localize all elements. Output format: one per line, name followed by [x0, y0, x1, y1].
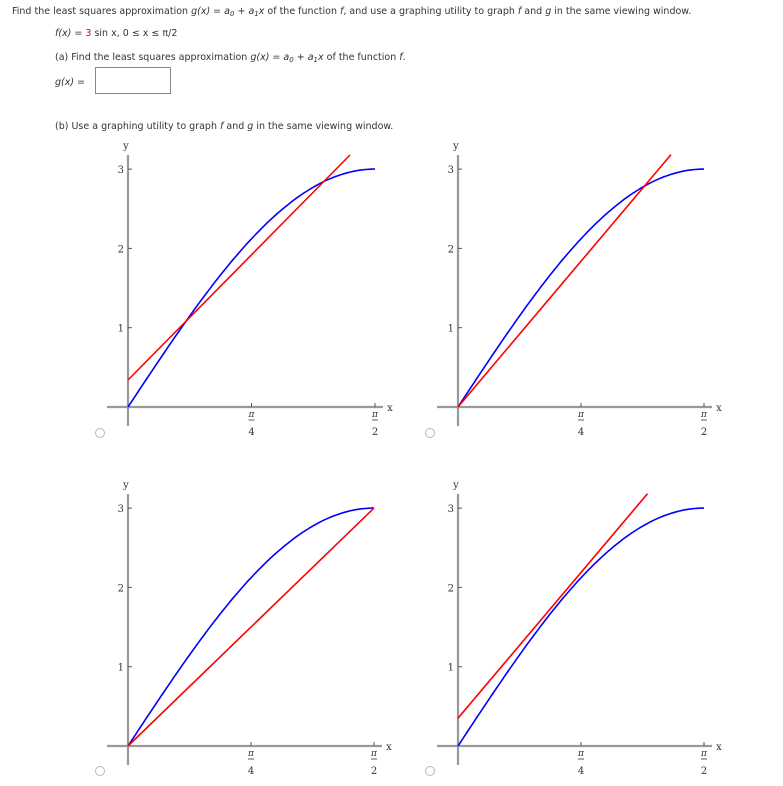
y-axis-label: y — [453, 141, 459, 152]
x-tick-label — [247, 749, 255, 777]
f-symbol: f — [517, 6, 522, 17]
x-axis-label: x — [716, 742, 722, 753]
part-a-text: (a) Find the least squares approximation — [55, 52, 251, 63]
part-b-text: (b) Use a graphing utility to graph — [55, 121, 221, 132]
g-def-rest: + $a_1x$ — [234, 6, 265, 18]
g-def-rest: + $a_1x$ — [293, 52, 324, 64]
svg-text:π: π — [372, 410, 378, 420]
y-tick-label: 1 — [447, 662, 454, 674]
svg-text:2: 2 — [370, 766, 378, 777]
function-definition — [55, 28, 177, 39]
f-curve — [128, 508, 374, 746]
x-tick-label — [577, 749, 585, 777]
y-tick-label: 2 — [447, 244, 454, 256]
part-b-and: and — [223, 121, 248, 132]
x-tick-label — [700, 410, 708, 438]
intro-text-b: of the function — [264, 6, 341, 17]
answer-label: g(x) = — [55, 77, 86, 88]
part-a-suffix: of the function — [323, 52, 400, 63]
svg-text:4: 4 — [247, 766, 255, 777]
part-a-prompt — [55, 52, 406, 64]
radio-option-3[interactable] — [95, 766, 105, 776]
svg-text:π: π — [578, 749, 584, 759]
y-tick-label: 1 — [117, 323, 124, 335]
x-axis-label: x — [386, 742, 392, 753]
part-b-end: in the same viewing window. — [253, 121, 394, 132]
x-tick-label — [248, 410, 256, 438]
svg-text:4: 4 — [248, 427, 255, 438]
y-axis-label: y — [453, 480, 459, 491]
intro-text-e: in the same viewing window. — [551, 6, 692, 17]
g-def: $g(x) = a_0 + a_1x$ — [191, 6, 265, 18]
y-tick-label: 1 — [447, 323, 454, 335]
y-tick-label: 2 — [117, 583, 124, 595]
svg-text:4: 4 — [577, 766, 585, 777]
g-def-text: g(x) = a — [250, 52, 290, 63]
y-axis-label: y — [123, 141, 129, 152]
svg-text:4: 4 — [577, 427, 585, 438]
intro-text-d: and — [521, 6, 546, 17]
y-tick-label: 2 — [117, 244, 124, 256]
f-symbol: f — [399, 52, 403, 63]
svg-text:2: 2 — [700, 427, 708, 438]
g-symbol: g — [545, 6, 552, 17]
g-line — [128, 508, 374, 746]
question-intro — [12, 6, 691, 18]
g-symbol: g — [247, 121, 254, 132]
g-def: $g(x) = a_0 + a_1x$ — [250, 52, 324, 64]
f-symbol: f — [220, 121, 224, 132]
f-curve — [128, 169, 375, 407]
radio-option-4[interactable] — [425, 766, 435, 776]
answer-input[interactable] — [95, 67, 171, 94]
intro-text-c: , and use a graphing utility to graph — [343, 6, 518, 17]
radio-option-2[interactable] — [425, 428, 435, 438]
g-line — [458, 494, 648, 719]
y-tick-label: 2 — [447, 583, 454, 595]
x-tick-label — [577, 410, 585, 438]
svg-text:π: π — [701, 410, 707, 420]
g-line — [458, 155, 671, 407]
svg-text:π: π — [578, 410, 584, 420]
svg-text:2: 2 — [371, 427, 379, 438]
x-axis-label: x — [716, 403, 722, 414]
y-axis-label: y — [123, 480, 129, 491]
radio-option-1[interactable] — [95, 428, 105, 438]
intro-text: Find the least squares approximation — [12, 6, 192, 17]
y-tick-label: 3 — [447, 504, 454, 516]
part-a-end: . — [402, 52, 406, 63]
y-tick-label: 3 — [447, 165, 454, 177]
x-axis-label: x — [387, 403, 393, 414]
fx-coefficient: 3 — [85, 28, 92, 39]
f-symbol: f — [340, 6, 344, 17]
x-tick-label — [371, 410, 379, 438]
y-tick-label: 1 — [117, 662, 124, 674]
g-line — [128, 155, 350, 380]
g-def-text: g(x) = a — [191, 6, 230, 17]
svg-text:π: π — [248, 749, 254, 759]
f-curve — [458, 508, 704, 746]
fx-label: f(x) = — [55, 28, 86, 39]
f-curve — [458, 169, 704, 407]
svg-text:π: π — [248, 410, 255, 420]
svg-text:π: π — [371, 749, 377, 759]
fx-rest: sin x, 0 ≤ x ≤ π/2 — [91, 28, 178, 39]
y-tick-label: 3 — [117, 504, 124, 516]
svg-text:2: 2 — [700, 766, 708, 777]
x-tick-label — [370, 749, 378, 777]
x-tick-label — [700, 749, 708, 777]
part-b-prompt — [55, 121, 393, 132]
svg-text:π: π — [701, 749, 707, 759]
y-tick-label: 3 — [117, 165, 124, 177]
